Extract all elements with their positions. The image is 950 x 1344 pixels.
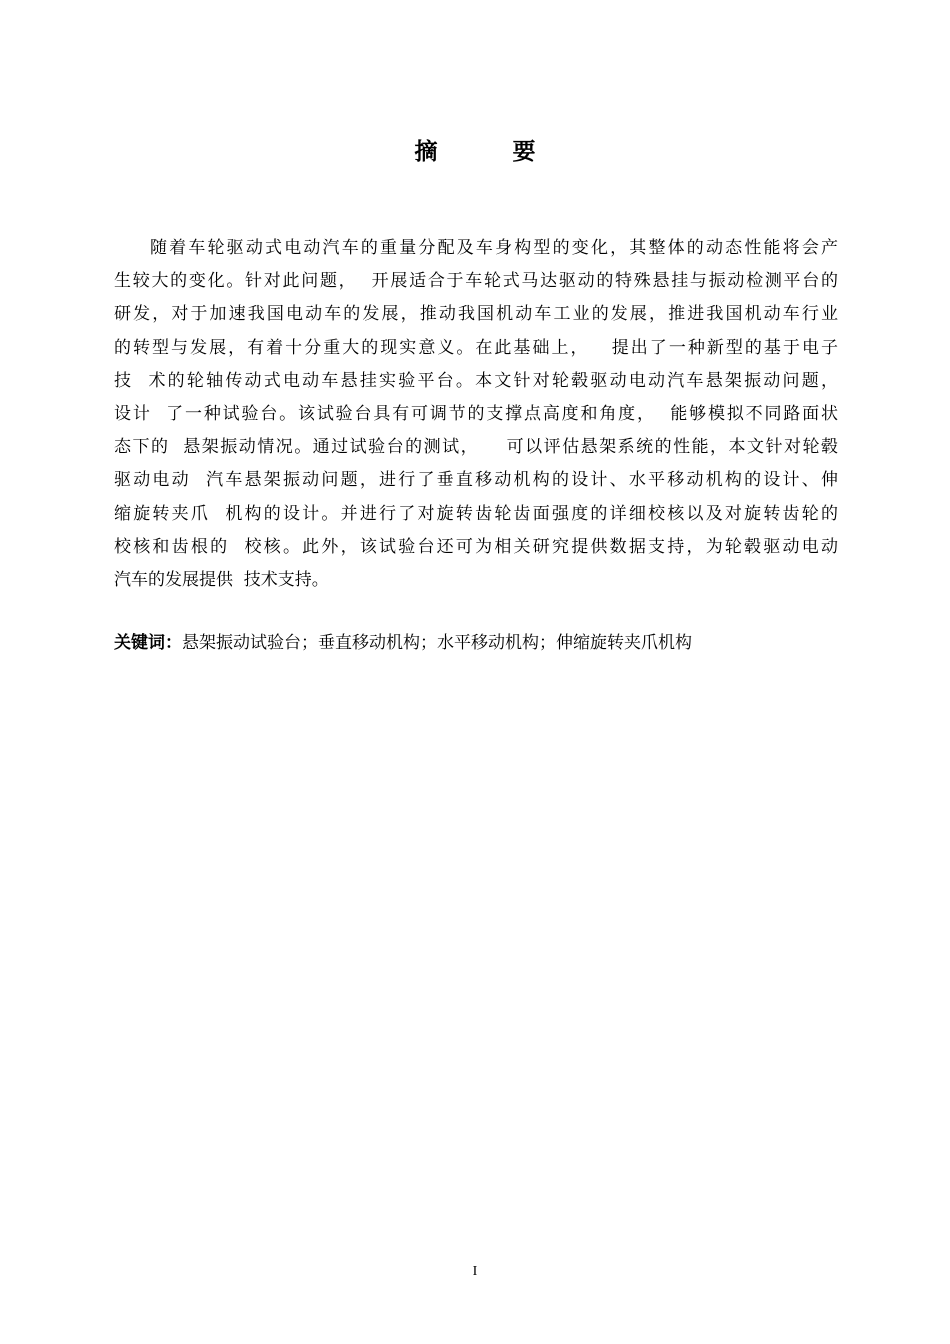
abstract-line: 驱动电动 汽车悬架振动问题，进行了垂直移动机构的设计、水平移动机构的设计、伸 — [114, 470, 838, 491]
abstract-line: 汽车的发展提供 技术支持。 — [114, 569, 329, 590]
abstract-heading: 摘 要 — [414, 139, 562, 165]
abstract-line: 研发，对于加速我国电动车的发展，推动我国机动车工业的发展，推进我国机动车行业 — [114, 304, 838, 325]
keywords-label: 关键词： — [114, 633, 182, 653]
abstract-line: 的转型与发展，有着十分重大的现实意义。在此基础上， 提出了一种新型的基于电子 — [114, 337, 838, 358]
abstract-line: 随着车轮驱动式电动汽车的重量分配及车身构型的变化，其整体的动态性能将会产 — [150, 238, 838, 258]
keywords-text: 悬架振动试验台；垂直移动机构；水平移动机构；伸缩旋转夹爪机构 — [182, 633, 692, 653]
abstract-line: 校核和齿根的 校核。此外，该试验台还可为相关研究提供数据支持，为轮毂驱动电动 — [114, 536, 838, 557]
abstract-line: 设计 了一种试验台。该试验台具有可调节的支撑点高度和角度， 能够模拟不同路面状 — [114, 403, 838, 424]
page-number: I — [472, 1264, 478, 1279]
abstract-body — [114, 232, 838, 597]
abstract-line: 态下的 悬架振动情况。通过试验台的测试， 可以评估悬架系统的性能，本文针对轮毂 — [114, 437, 838, 458]
abstract-line: 缩旋转夹爪 机构的设计。并进行了对旋转齿轮齿面强度的详细校核以及对旋转齿轮的 — [114, 503, 838, 524]
keywords-row — [114, 627, 838, 660]
abstract-line: 技 术的轮轴传动式电动车悬挂实验平台。本文针对轮毂驱动电动汽车悬架振动问题， — [114, 370, 838, 391]
abstract-line: 生较大的变化。针对此问题， 开展适合于车轮式马达驱动的特殊悬挂与振动检测平台的 — [114, 271, 838, 292]
